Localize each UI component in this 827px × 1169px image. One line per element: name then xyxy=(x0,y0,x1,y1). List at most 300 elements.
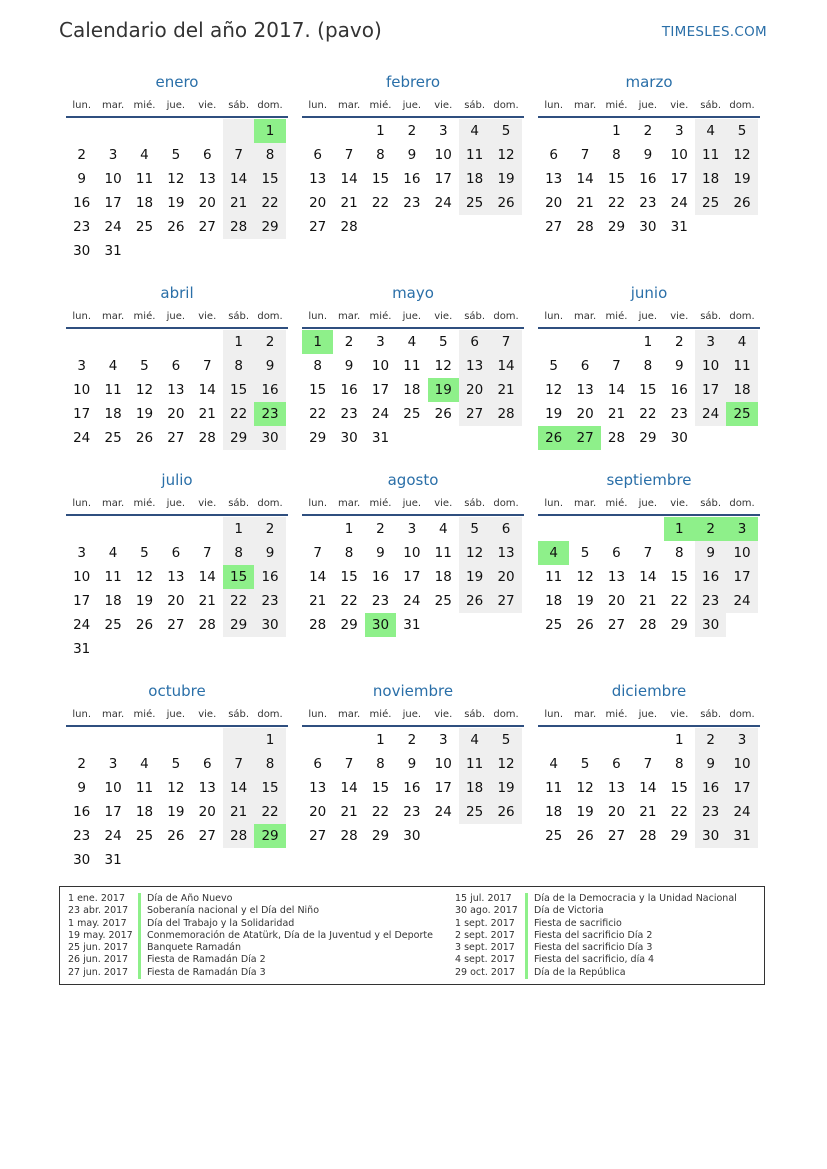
weekday-label: jue. xyxy=(402,708,422,720)
day-cell: 9 xyxy=(344,358,354,374)
empty-cell xyxy=(129,330,160,354)
month-junio xyxy=(538,283,760,450)
day-cell: 13 xyxy=(545,171,563,187)
day-cell: 28 xyxy=(340,219,358,235)
day-cell: 8 xyxy=(313,358,322,374)
day-cell: 26 xyxy=(576,617,594,633)
day-cell: 27 xyxy=(167,430,185,446)
holiday-day-cell: 1 xyxy=(254,119,285,143)
month-agosto xyxy=(302,470,524,637)
month-septiembre xyxy=(538,470,760,637)
day-cell: 8 xyxy=(612,147,621,163)
day-cell: 8 xyxy=(376,756,385,772)
day-cell: 3 xyxy=(108,756,118,772)
empty-cell xyxy=(129,239,160,263)
day-cell: 19 xyxy=(459,565,490,589)
day-cell: 4 xyxy=(108,358,118,374)
day-cell: 24 xyxy=(104,219,122,235)
empty-cell xyxy=(160,330,191,354)
day-cell: 7 xyxy=(490,330,521,354)
day-cell: 24 xyxy=(73,430,91,446)
day-cell: 10 xyxy=(104,171,122,187)
empty-cell xyxy=(428,824,459,848)
weekday-label: sáb. xyxy=(464,99,486,111)
day-cell: 30 xyxy=(639,219,657,235)
month-name: octubre xyxy=(148,682,206,700)
day-cell: 25 xyxy=(403,406,421,422)
day-cell: 15 xyxy=(639,382,657,398)
day-cell: 30 xyxy=(340,430,358,446)
empty-cell xyxy=(396,426,427,450)
empty-cell xyxy=(333,728,364,752)
holiday-legend xyxy=(59,886,765,985)
empty-cell xyxy=(632,517,663,541)
legend-holiday-name: Día de la República xyxy=(534,966,626,978)
weekday-label: mié. xyxy=(369,99,392,111)
weekday-label: vie. xyxy=(434,497,453,509)
day-cell: 7 xyxy=(223,143,254,167)
day-cell: 4 xyxy=(459,728,490,752)
day-cell: 23 xyxy=(254,589,285,613)
day-cell: 27 xyxy=(545,219,563,235)
weekday-label: jue. xyxy=(638,99,658,111)
day-cell: 13 xyxy=(607,780,626,796)
day-cell: 22 xyxy=(371,195,390,211)
legend-date: 1 may. 2017 xyxy=(68,917,127,929)
empty-cell xyxy=(129,637,160,661)
day-cell: 31 xyxy=(371,430,390,446)
day-cell: 1 xyxy=(223,517,254,541)
weekday-label: lun. xyxy=(72,99,92,111)
day-cell: 16 xyxy=(695,565,726,589)
day-cell: 20 xyxy=(459,378,490,402)
day-cell: 10 xyxy=(695,354,726,378)
day-cell: 21 xyxy=(223,191,254,215)
day-cell: 24 xyxy=(726,589,757,613)
empty-cell xyxy=(490,613,521,637)
empty-cell xyxy=(192,848,223,872)
day-cell: 6 xyxy=(490,517,521,541)
legend-date: 25 jun. 2017 xyxy=(68,942,129,954)
legend-holiday-name: Fiesta del sacrificio, día 4 xyxy=(534,954,655,966)
month-name: marzo xyxy=(625,73,673,91)
day-cell: 24 xyxy=(403,593,421,609)
empty-cell xyxy=(538,517,569,541)
day-cell: 2 xyxy=(77,756,86,772)
day-cell: 12 xyxy=(167,171,185,187)
month-name: febrero xyxy=(385,73,441,91)
legend-row xyxy=(451,893,737,905)
day-cell: 19 xyxy=(167,804,185,820)
day-cell: 13 xyxy=(459,354,490,378)
day-cell: 9 xyxy=(695,541,726,565)
legend-row xyxy=(451,905,737,917)
day-grid xyxy=(302,517,524,637)
day-cell: 17 xyxy=(726,776,757,800)
day-cell: 14 xyxy=(340,780,358,796)
weekday-label: lun. xyxy=(544,708,564,720)
weekday-label: dom. xyxy=(493,708,519,720)
day-cell: 22 xyxy=(670,804,688,820)
weekday-label: sáb. xyxy=(228,708,250,720)
day-cell: 15 xyxy=(371,780,390,796)
day-cell: 22 xyxy=(254,191,285,215)
day-cell: 25 xyxy=(695,191,726,215)
day-cell: 25 xyxy=(459,191,490,215)
day-cell: 17 xyxy=(434,780,452,796)
day-grid xyxy=(66,330,288,450)
weekday-header xyxy=(66,703,288,727)
day-cell: 4 xyxy=(695,119,726,143)
day-cell: 23 xyxy=(371,593,390,609)
day-cell: 20 xyxy=(607,804,626,820)
day-cell: 14 xyxy=(340,171,358,187)
empty-cell xyxy=(129,848,160,872)
day-cell: 7 xyxy=(313,545,322,561)
empty-cell xyxy=(538,119,569,143)
day-cell: 11 xyxy=(459,752,490,776)
day-cell: 2 xyxy=(407,123,417,139)
day-cell: 21 xyxy=(639,593,657,609)
empty-cell xyxy=(192,330,223,354)
empty-cell xyxy=(569,330,600,354)
day-cell: 9 xyxy=(407,147,417,163)
day-cell: 26 xyxy=(167,828,185,844)
day-cell: 16 xyxy=(254,378,285,402)
day-cell: 1 xyxy=(254,728,285,752)
weekday-label: jue. xyxy=(166,708,186,720)
day-cell: 21 xyxy=(490,378,521,402)
day-cell: 30 xyxy=(73,852,91,868)
holiday-day-cell: 27 xyxy=(569,426,600,450)
empty-cell xyxy=(428,613,459,637)
day-cell: 6 xyxy=(580,358,590,374)
day-cell: 12 xyxy=(135,569,154,585)
day-cell: 7 xyxy=(643,756,653,772)
day-cell: 10 xyxy=(726,541,757,565)
day-cell: 8 xyxy=(643,358,653,374)
day-cell: 29 xyxy=(639,430,657,446)
empty-cell xyxy=(428,426,459,450)
holiday-color-marker xyxy=(525,905,528,917)
weekday-label: vie. xyxy=(434,310,453,322)
day-cell: 7 xyxy=(643,545,653,561)
month-febrero xyxy=(302,72,524,239)
day-cell: 15 xyxy=(309,382,327,398)
day-cell: 9 xyxy=(674,358,684,374)
weekday-label: mar. xyxy=(337,310,361,322)
weekday-label: jue. xyxy=(166,310,186,322)
legend-date: 30 ago. 2017 xyxy=(455,905,518,917)
day-cell: 18 xyxy=(104,593,122,609)
day-cell: 24 xyxy=(434,804,452,820)
month-noviembre xyxy=(302,681,524,848)
day-cell: 1 xyxy=(643,334,653,350)
day-cell: 3 xyxy=(695,330,726,354)
legend-row xyxy=(451,954,737,966)
day-cell: 28 xyxy=(576,219,594,235)
day-cell: 12 xyxy=(576,780,594,796)
day-cell: 17 xyxy=(104,195,122,211)
day-cell: 22 xyxy=(223,402,254,426)
day-cell: 16 xyxy=(73,804,91,820)
day-cell: 6 xyxy=(313,147,322,163)
day-cell: 3 xyxy=(376,334,385,350)
day-cell: 11 xyxy=(459,143,490,167)
day-cell: 9 xyxy=(407,756,417,772)
empty-cell xyxy=(601,330,632,354)
day-grid xyxy=(538,330,760,450)
day-cell: 7 xyxy=(344,147,354,163)
empty-cell xyxy=(160,119,191,143)
empty-cell xyxy=(254,848,285,872)
day-cell: 16 xyxy=(340,382,358,398)
day-cell: 15 xyxy=(223,378,254,402)
day-cell: 1 xyxy=(376,123,385,139)
holiday-day-cell: 1 xyxy=(302,330,333,354)
day-cell: 5 xyxy=(549,358,558,374)
empty-cell xyxy=(97,637,128,661)
day-cell: 17 xyxy=(73,406,91,422)
day-cell: 8 xyxy=(223,541,254,565)
day-cell: 11 xyxy=(403,358,421,374)
day-cell: 27 xyxy=(309,828,327,844)
empty-cell xyxy=(129,517,160,541)
weekday-label: lun. xyxy=(544,497,564,509)
holiday-day-cell: 23 xyxy=(254,402,285,426)
weekday-label: sáb. xyxy=(700,497,722,509)
day-cell: 6 xyxy=(202,756,212,772)
day-cell: 22 xyxy=(340,593,358,609)
empty-cell xyxy=(254,637,285,661)
empty-cell xyxy=(365,215,396,239)
day-cell: 29 xyxy=(607,219,626,235)
legend-holiday-name: Soberanía nacional y el Día del Niño xyxy=(147,905,320,917)
day-cell: 8 xyxy=(674,545,684,561)
weekday-label: mar. xyxy=(101,310,125,322)
day-cell: 2 xyxy=(344,334,354,350)
day-cell: 16 xyxy=(695,776,726,800)
month-name: septiembre xyxy=(606,471,692,489)
day-cell: 19 xyxy=(135,593,154,609)
weekday-header xyxy=(538,305,760,329)
holiday-color-marker xyxy=(525,918,528,930)
weekday-header xyxy=(538,703,760,727)
day-cell: 25 xyxy=(545,828,563,844)
day-cell: 17 xyxy=(73,593,91,609)
empty-cell xyxy=(192,239,223,263)
day-cell: 21 xyxy=(198,406,216,422)
weekday-label: vie. xyxy=(434,99,453,111)
legend-row xyxy=(64,905,433,917)
day-grid xyxy=(302,119,524,239)
day-cell: 26 xyxy=(726,191,757,215)
day-cell: 20 xyxy=(490,565,521,589)
day-cell: 29 xyxy=(223,613,254,637)
day-cell: 26 xyxy=(135,430,154,446)
weekday-label: vie. xyxy=(670,708,689,720)
day-cell: 14 xyxy=(639,569,657,585)
day-cell: 18 xyxy=(434,569,452,585)
day-cell: 26 xyxy=(434,406,452,422)
day-cell: 6 xyxy=(612,756,621,772)
day-cell: 21 xyxy=(309,593,327,609)
day-cell: 1 xyxy=(612,123,621,139)
day-cell: 3 xyxy=(438,123,448,139)
day-cell: 12 xyxy=(490,752,521,776)
day-cell: 15 xyxy=(254,776,285,800)
day-cell: 31 xyxy=(104,243,122,259)
empty-cell xyxy=(192,119,223,143)
weekday-label: jue. xyxy=(402,99,422,111)
legend-row xyxy=(451,918,737,930)
weekday-header xyxy=(66,94,288,118)
legend-date: 19 may. 2017 xyxy=(68,929,133,941)
day-cell: 5 xyxy=(438,334,448,350)
weekday-header xyxy=(302,305,524,329)
day-cell: 28 xyxy=(340,828,358,844)
day-cell: 2 xyxy=(254,517,285,541)
empty-cell xyxy=(223,848,254,872)
day-cell: 14 xyxy=(639,780,657,796)
day-cell: 9 xyxy=(695,752,726,776)
month-name: enero xyxy=(155,73,199,91)
day-cell: 1 xyxy=(674,732,684,748)
weekday-label: sáb. xyxy=(464,708,486,720)
day-cell: 28 xyxy=(490,402,521,426)
day-cell: 31 xyxy=(670,219,688,235)
empty-cell xyxy=(254,239,285,263)
empty-cell xyxy=(160,728,191,752)
empty-cell xyxy=(695,426,726,450)
weekday-label: sáb. xyxy=(464,497,486,509)
day-cell: 12 xyxy=(726,143,757,167)
day-cell: 19 xyxy=(576,593,594,609)
day-cell: 11 xyxy=(135,780,154,796)
weekday-label: mié. xyxy=(133,99,156,111)
day-cell: 5 xyxy=(140,545,149,561)
brand-link[interactable]: TIMESLES.COM xyxy=(661,24,767,40)
legend-column-right xyxy=(451,893,737,979)
empty-cell xyxy=(569,728,600,752)
empty-cell xyxy=(223,119,254,143)
day-cell: 5 xyxy=(580,545,590,561)
day-cell: 6 xyxy=(459,330,490,354)
empty-cell xyxy=(538,330,569,354)
day-cell: 24 xyxy=(726,800,757,824)
weekday-label: mar. xyxy=(337,708,361,720)
weekday-label: mié. xyxy=(133,708,156,720)
day-cell: 26 xyxy=(490,800,521,824)
legend-row xyxy=(451,930,737,942)
empty-cell xyxy=(490,215,521,239)
empty-cell xyxy=(66,330,97,354)
day-cell: 2 xyxy=(77,147,86,163)
day-cell: 16 xyxy=(639,171,657,187)
legend-row xyxy=(64,942,433,954)
weekday-label: jue. xyxy=(638,708,658,720)
weekday-label: jue. xyxy=(638,497,658,509)
weekday-label: jue. xyxy=(402,310,422,322)
day-cell: 5 xyxy=(490,119,521,143)
empty-cell xyxy=(223,728,254,752)
empty-cell xyxy=(459,613,490,637)
day-cell: 23 xyxy=(695,800,726,824)
day-grid xyxy=(302,728,524,848)
legend-row xyxy=(64,918,433,930)
day-cell: 14 xyxy=(490,354,521,378)
weekday-label: vie. xyxy=(670,99,689,111)
day-cell: 4 xyxy=(407,334,417,350)
day-cell: 17 xyxy=(670,171,688,187)
day-cell: 3 xyxy=(407,521,417,537)
weekday-label: vie. xyxy=(198,99,217,111)
day-cell: 15 xyxy=(670,569,688,585)
empty-cell xyxy=(601,517,632,541)
day-cell: 13 xyxy=(198,171,216,187)
month-name: noviembre xyxy=(372,682,454,700)
day-cell: 21 xyxy=(340,804,358,820)
day-cell: 26 xyxy=(459,589,490,613)
weekday-label: dom. xyxy=(729,708,755,720)
weekday-label: dom. xyxy=(493,310,519,322)
empty-cell xyxy=(66,728,97,752)
day-cell: 3 xyxy=(77,545,86,561)
day-cell: 17 xyxy=(434,171,452,187)
day-cell: 18 xyxy=(135,804,154,820)
weekday-label: lun. xyxy=(308,310,328,322)
day-cell: 10 xyxy=(371,358,390,374)
empty-cell xyxy=(66,517,97,541)
day-cell: 25 xyxy=(434,593,452,609)
day-cell: 27 xyxy=(167,617,185,633)
day-cell: 12 xyxy=(490,143,521,167)
empty-cell xyxy=(160,517,191,541)
empty-cell xyxy=(490,824,521,848)
day-cell: 5 xyxy=(726,119,757,143)
empty-cell xyxy=(538,728,569,752)
empty-cell xyxy=(223,637,254,661)
weekday-label: dom. xyxy=(257,310,283,322)
weekday-label: sáb. xyxy=(700,708,722,720)
day-cell: 19 xyxy=(576,804,594,820)
empty-cell xyxy=(129,119,160,143)
day-cell: 4 xyxy=(726,330,757,354)
day-cell: 21 xyxy=(607,406,626,422)
weekday-label: jue. xyxy=(638,310,658,322)
weekday-label: mié. xyxy=(369,497,392,509)
day-cell: 26 xyxy=(167,219,185,235)
day-cell: 4 xyxy=(438,521,448,537)
day-cell: 4 xyxy=(140,756,149,772)
day-cell: 29 xyxy=(670,617,688,633)
day-cell: 2 xyxy=(674,334,684,350)
legend-date: 23 abr. 2017 xyxy=(68,905,129,917)
day-cell: 8 xyxy=(674,756,684,772)
empty-cell xyxy=(192,637,223,661)
day-cell: 23 xyxy=(403,804,421,820)
day-cell: 14 xyxy=(198,382,216,398)
day-grid xyxy=(302,330,524,450)
weekday-label: jue. xyxy=(166,99,186,111)
day-cell: 7 xyxy=(344,756,354,772)
day-cell: 14 xyxy=(576,171,594,187)
month-abril xyxy=(66,283,288,450)
weekday-label: lun. xyxy=(308,497,328,509)
day-cell: 9 xyxy=(77,171,86,187)
day-cell: 9 xyxy=(643,147,653,163)
legend-date: 15 jul. 2017 xyxy=(455,893,512,904)
